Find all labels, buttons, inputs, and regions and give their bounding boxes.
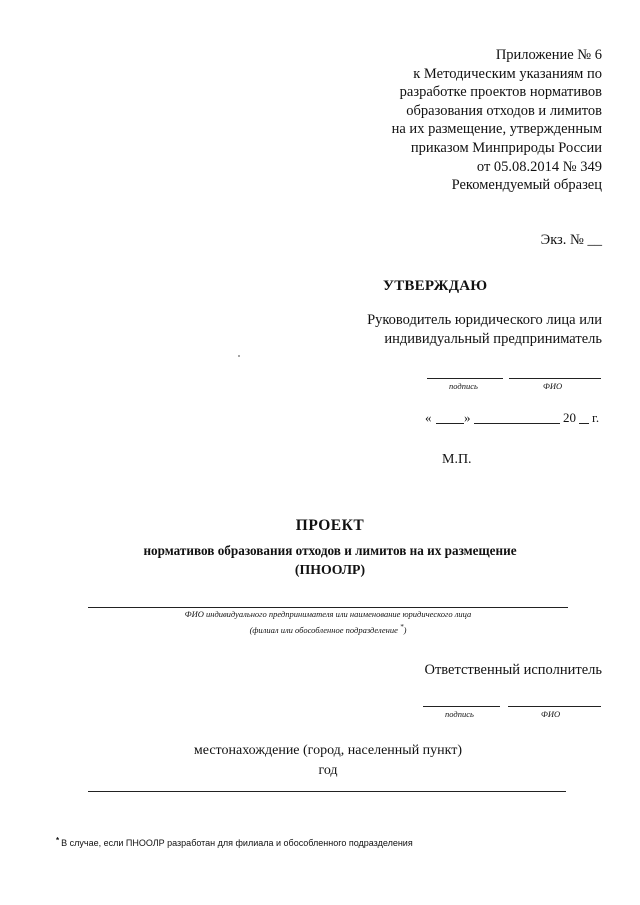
appendix-header — [392, 46, 602, 195]
date-day-line — [436, 423, 464, 424]
appendix-line: на их размещение, утвержденным — [391, 121, 602, 138]
appendix-line: к Методическим указаниям по — [413, 65, 602, 82]
executor-name-caption: ФИО — [541, 709, 561, 719]
appendix-line: Рекомендуемый образец — [451, 177, 602, 194]
approval-name-caption: ФИО — [543, 381, 563, 391]
organization-caption-text: (филиал или обособленное подразделение — [249, 624, 398, 635]
organization-caption-line: ФИО индивидуального предпринимателя или наименование юридического лица — [184, 609, 472, 619]
approver-role — [367, 311, 602, 349]
executor-signature-line — [423, 706, 500, 707]
copy-number: Экз. № __ — [540, 232, 602, 248]
scan-speck — [238, 355, 240, 357]
location-line — [88, 791, 566, 792]
footnote-text: В случае, если ПНООЛР разработан для филиала и обособленного подразделения — [61, 838, 413, 848]
approval-heading: УТВЕРЖДАЮ — [383, 278, 488, 294]
appendix-line: образования отходов и лимитов — [406, 102, 602, 119]
approval-signature-line — [427, 378, 503, 379]
executor-signature-caption: подпись — [445, 709, 474, 719]
footnote-mark: * — [56, 836, 60, 845]
document-subtitle: нормативов образования отходов и лимитов на их размещение — [143, 543, 517, 558]
date-month-line — [474, 423, 560, 424]
executor-name-line — [508, 706, 601, 707]
document-title: ПРОЕКТ — [295, 517, 365, 534]
appendix-line: разработке проектов нормативов — [399, 84, 602, 101]
appendix-line: Приложение № 6 — [495, 47, 602, 63]
date-close-quote: » — [464, 410, 471, 425]
approval-signature-caption: подпись — [449, 381, 478, 391]
approval-name-line — [509, 378, 601, 379]
organization-caption — [88, 608, 568, 637]
approver-role-line: Руководитель юридического лица или — [367, 312, 602, 328]
appendix-line: от 05.08.2014 № 349 — [476, 158, 602, 175]
date-year-prefix: 20 — [563, 410, 576, 425]
location-label: местонахождение (город, населенный пункт) — [193, 743, 463, 758]
date-year-suffix: г. — [592, 410, 600, 425]
footnote-mark: * — [400, 623, 404, 631]
year-label: год — [318, 763, 338, 778]
date-year-line — [579, 423, 589, 424]
approver-role-line: индивидуальный предприниматель — [384, 331, 602, 347]
document-abbreviation: (ПНООЛР) — [294, 562, 366, 577]
appendix-line: приказом Минприроды России — [410, 139, 602, 156]
organization-caption-close: ) — [403, 624, 407, 635]
executor-label: Ответственный исполнитель — [424, 662, 602, 678]
organization-caption-line — [88, 621, 568, 637]
footnote — [56, 836, 413, 848]
stamp-placeholder: М.П. — [442, 452, 472, 467]
date-open-quote: « — [425, 410, 432, 425]
location-block — [0, 741, 640, 781]
